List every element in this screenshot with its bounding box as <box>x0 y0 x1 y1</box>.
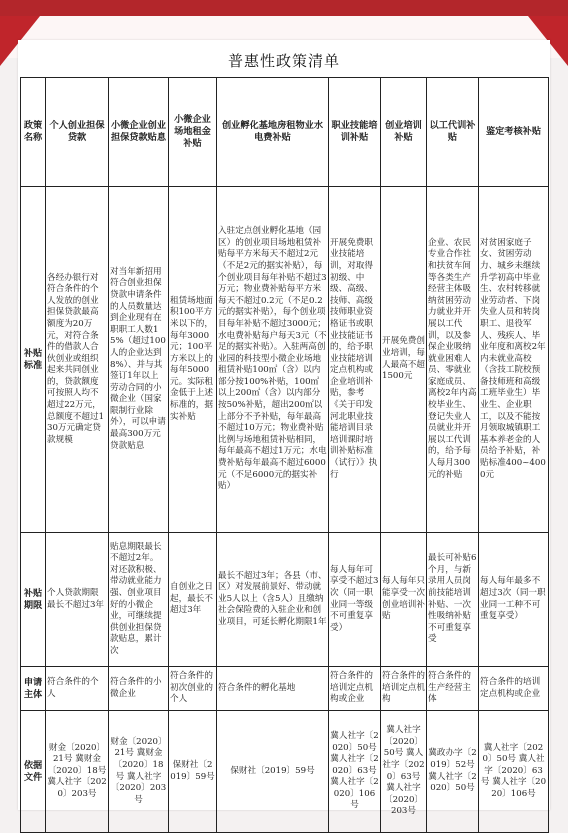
table-cell: 符合条件的培训定点机构或企业 <box>329 667 381 711</box>
row-label: 依据文件 <box>21 711 46 833</box>
table-cell: 冀人社字〔2020〕50号 冀人社字〔2020〕63号 冀人社字〔2020〕203号 <box>381 711 427 833</box>
row-label: 补贴期限 <box>21 533 46 667</box>
policy-table <box>20 77 549 833</box>
col-header-work-training: 以工代训补贴 <box>427 78 479 187</box>
col-header-policy-name: 政策名称 <box>21 78 46 187</box>
header-row <box>21 78 549 187</box>
table-row-period <box>21 533 549 667</box>
row-label: 申请主体 <box>21 667 46 711</box>
table-cell: 每人每年可享受不超过3次（同一职业同一等级不可重复享受） <box>329 533 381 667</box>
col-header-appraisal: 鉴定考核补贴 <box>479 78 549 187</box>
table-cell: 最长可补贴6个月，与新录用人员岗前技能培训补贴、一次性吸纳补贴不可重复享受 <box>427 533 479 667</box>
table-cell: 企业、农民专业合作社和扶贫车间等各类生产经营主体吸纳贫困劳动力就业并开展以工代训，以及参保企业吸纳就业困难人员、零就业家庭成员、离校2年内高校毕业生、登记失业人员就业并开展以工代训的，给予每人每月300元的补贴 <box>427 187 479 533</box>
table-cell: 符合条件的初次创业的个人 <box>169 667 217 711</box>
col-header-entrepreneur-training: 创业培训补贴 <box>381 78 427 187</box>
table-cell: 符合条件的小微企业 <box>109 667 169 711</box>
table-cell: 自创业之日起，最长不超过3年 <box>169 533 217 667</box>
table-cell: 每人每年最多不超过3次（同一职业同一工种不可重复享受） <box>479 533 549 667</box>
table-cell: 符合条件的孵化基地 <box>217 667 329 711</box>
table-row-standard <box>21 187 549 533</box>
table-cell: 符合条件的个人 <box>46 667 109 711</box>
table-cell: 租赁场地面积100平方米以下的，每年3000元；100平方米以上的每年5000元。实际租金低于上述标准的，据实补贴 <box>169 187 217 533</box>
table-row-applicant <box>21 667 549 711</box>
col-header-smb-loan-interest: 小微企业创业担保贷款贴息 <box>109 78 169 187</box>
col-header-skills-training: 职业技能培训补贴 <box>329 78 381 187</box>
table-cell: 符合条件的培训定点机构 <box>381 667 427 711</box>
table-cell: 各经办银行对符合条件的个人发放的创业担保贷款最高额度为20万元，对符合条件的借款人合伙创业或组织起来共同创业的，贷款额度可按照人均不超过22万元，总额度不超过130万元确定贷款规模 <box>46 187 109 533</box>
table-row-documents <box>21 711 549 833</box>
table-cell: 对当年新招用符合创业担保贷款申请条件的人员数量达到企业现有在职职工人数15%（超过100人的企业达到8%）、并与其签订1年以上劳动合同的小微企业（国家限制行业除外），可以申请最高300万元贷款贴息 <box>109 187 169 533</box>
table-cell: 冀人社字〔2020〕50号 冀人社字〔2020〕63号 冀人社字〔2020〕106号 <box>329 711 381 833</box>
col-header-incubator-subsidy: 创业孵化基地房租物业水电费补贴 <box>217 78 329 187</box>
col-header-rent-subsidy: 小微企业场地租金补贴 <box>169 78 217 187</box>
table-cell: 每人每年只能享受一次创业培训补贴 <box>381 533 427 667</box>
red-top-band <box>0 0 568 16</box>
table-cell: 贴息期限最长不超过2年。对还款积极、带动就业能力强、创业项目好的小微企业，可继续提供创业担保贷款贴息，累计次 <box>109 533 169 667</box>
table-cell: 保财社〔2019〕59号 <box>217 711 329 833</box>
table-cell: 保财社〔2019〕59号 <box>169 711 217 833</box>
table-cell: 冀政办字〔2019〕52号 冀人社字〔2020〕50号 <box>427 711 479 833</box>
table-cell: 财金〔2020〕21号 冀财金〔2020〕18号 冀人社字〔2020〕203号 <box>46 711 109 833</box>
table-cell: 冀人社字〔2020〕50号 冀人社字〔2020〕63号 冀人社字〔2020〕106号 <box>479 711 549 833</box>
table-cell: 财金〔2020〕21号 冀财金〔2020〕18号 冀人社字〔2020〕203号 <box>109 711 169 833</box>
table-cell: 符合条件的生产经营主体 <box>427 667 479 711</box>
policy-sheet <box>18 40 550 817</box>
table-cell: 开展免费职业技能培训，对取得初级、中级、高级、技师、高级技师职业资格证书或职业技能证书的，给予职业技能培训定点机构或企业培训补贴，参考《关于印发河北职业技能培训目录培训课时培训补贴标准（试行）》执行 <box>329 187 381 533</box>
col-header-personal-loan: 个人创业担保贷款 <box>46 78 109 187</box>
table-cell: 最长不超过3年；各县（市、区）对发展前景好、带动就业5人以上（含5人）且缴纳社会保险费的入驻企业和创业项目，可延长孵化期限1年 <box>217 533 329 667</box>
page-title: 普惠性政策清单 <box>227 52 340 70</box>
table-cell: 入驻定点创业孵化基地（园区）的创业项目场地租赁补贴每平方米每天不超过2元（不足2元的据实补贴），每个创业项目每年补贴不超过3万元；物业费补贴每平方米每天不超过0.2元（不足0.2元的据实补贴），每个创业项目每年补贴不超过3000元；水电费补贴每户每天3元（不足的据实补贴）。入驻两高创业园的科技型小微企业场地租赁补贴100㎡（含）以内部分按100%补贴，100㎡以上200㎡（含）以内部分按50%补贴，超出200㎡以上部分不予补贴，每年最高不超过10万元；物业费补贴比例与场地租赁补贴相同，每年最高不超过1万元；水电费补贴每年最高不超过6000元（不足6000元的据实补贴） <box>217 187 329 533</box>
table-cell: 开展免费创业培训，每人最高不超1500元 <box>381 187 427 533</box>
row-label: 补贴标准 <box>21 187 46 533</box>
table-cell: 符合条件的培训定点机构或企业 <box>479 667 549 711</box>
table-cell: 对贫困家庭子女、贫困劳动力、城乡未继续升学初高中毕业生、农村转移就业劳动者、下岗失业人员和转岗职工、退役军人、残疾人、毕业年度和离校2年内未就业高校（含技工院校预备技师班和高级工班毕业生）毕业生、企业职工，以及不能按月领取城镇职工基本养老金的人员给予补贴，补贴标准400~4000元 <box>479 187 549 533</box>
table-cell: 个人贷款期限最长不超过3年 <box>46 533 109 667</box>
